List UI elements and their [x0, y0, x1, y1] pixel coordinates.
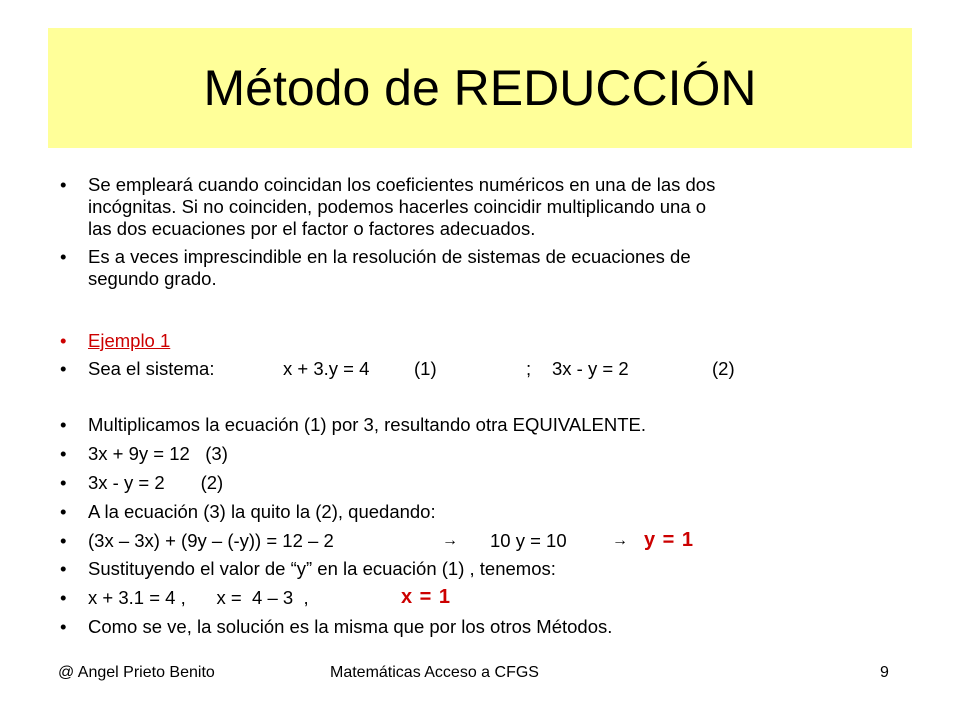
step-text: 3x + 9y = 12 (3) [88, 443, 228, 464]
paragraph-line: segundo grado. [88, 268, 217, 289]
equation-1-number: (1) [414, 358, 437, 379]
bullet-icon: • [60, 472, 67, 493]
bullet-icon: • [60, 530, 67, 551]
title-banner [48, 28, 912, 148]
equation-2: 3x - y = 2 [552, 358, 629, 379]
footer-course: Matemáticas Acceso a CFGS [330, 664, 539, 681]
y-result: y = 1 [644, 529, 695, 551]
paragraph-line: las dos ecuaciones por el factor o factores adecuados. [88, 218, 536, 239]
equation-2-number: (2) [712, 358, 735, 379]
footer [0, 664, 960, 688]
paragraph-line: Se empleará cuando coincidan los coeficientes numéricos en una de las dos [88, 174, 716, 195]
conclusion-text: Como se ve, la solución es la misma que por los otros Métodos. [88, 616, 613, 637]
example-title-link[interactable]: Ejemplo 1 [88, 330, 171, 351]
paragraph-line: incógnitas. Si no coinciden, podemos hacerles coincidir multiplicando una o [88, 196, 707, 217]
bullet-icon: • [60, 616, 67, 637]
page-title: Método de REDUCCIÓN [203, 60, 757, 116]
footer-author: @ Angel Prieto Benito [58, 664, 215, 681]
bullet-icon: • [60, 587, 67, 608]
arrow-right-icon: → [442, 532, 458, 549]
bullet-icon: • [60, 501, 67, 522]
derivation-left: (3x – 3x) + (9y – (-y)) = 12 – 2 [88, 530, 334, 551]
derivation-middle: 10 y = 10 [490, 530, 567, 551]
paragraph-line: Es a veces imprescindible en la resolución de sistemas de ecuaciones de [88, 246, 691, 267]
equation-1: x + 3.y = 4 [283, 358, 370, 379]
solve-x-text: x + 3.1 = 4 , x = 4 – 3 , [88, 587, 309, 608]
bullet-icon: • [60, 414, 67, 435]
step-text: A la ecuación (3) la quito la (2), quedando: [88, 501, 436, 522]
bullet-icon: • [60, 358, 67, 379]
step-text: 3x - y = 2 (2) [88, 472, 224, 493]
substitution-text: Sustituyendo el valor de “y” en la ecuación (1) , tenemos: [88, 558, 556, 579]
x-result: x = 1 [401, 586, 452, 608]
step-text: Multiplicamos la ecuación (1) por 3, resultando otra EQUIVALENTE. [88, 414, 646, 435]
bullet-icon: • [60, 174, 67, 195]
bullet-icon: • [60, 246, 67, 267]
separator: ; [526, 358, 532, 379]
bullet-icon: • [60, 330, 67, 351]
arrow-right-icon: → [612, 532, 628, 549]
system-label: Sea el sistema: [88, 358, 215, 379]
bullet-icon: • [60, 558, 67, 579]
page-number: 9 [880, 664, 889, 681]
bullet-icon: • [60, 443, 67, 464]
